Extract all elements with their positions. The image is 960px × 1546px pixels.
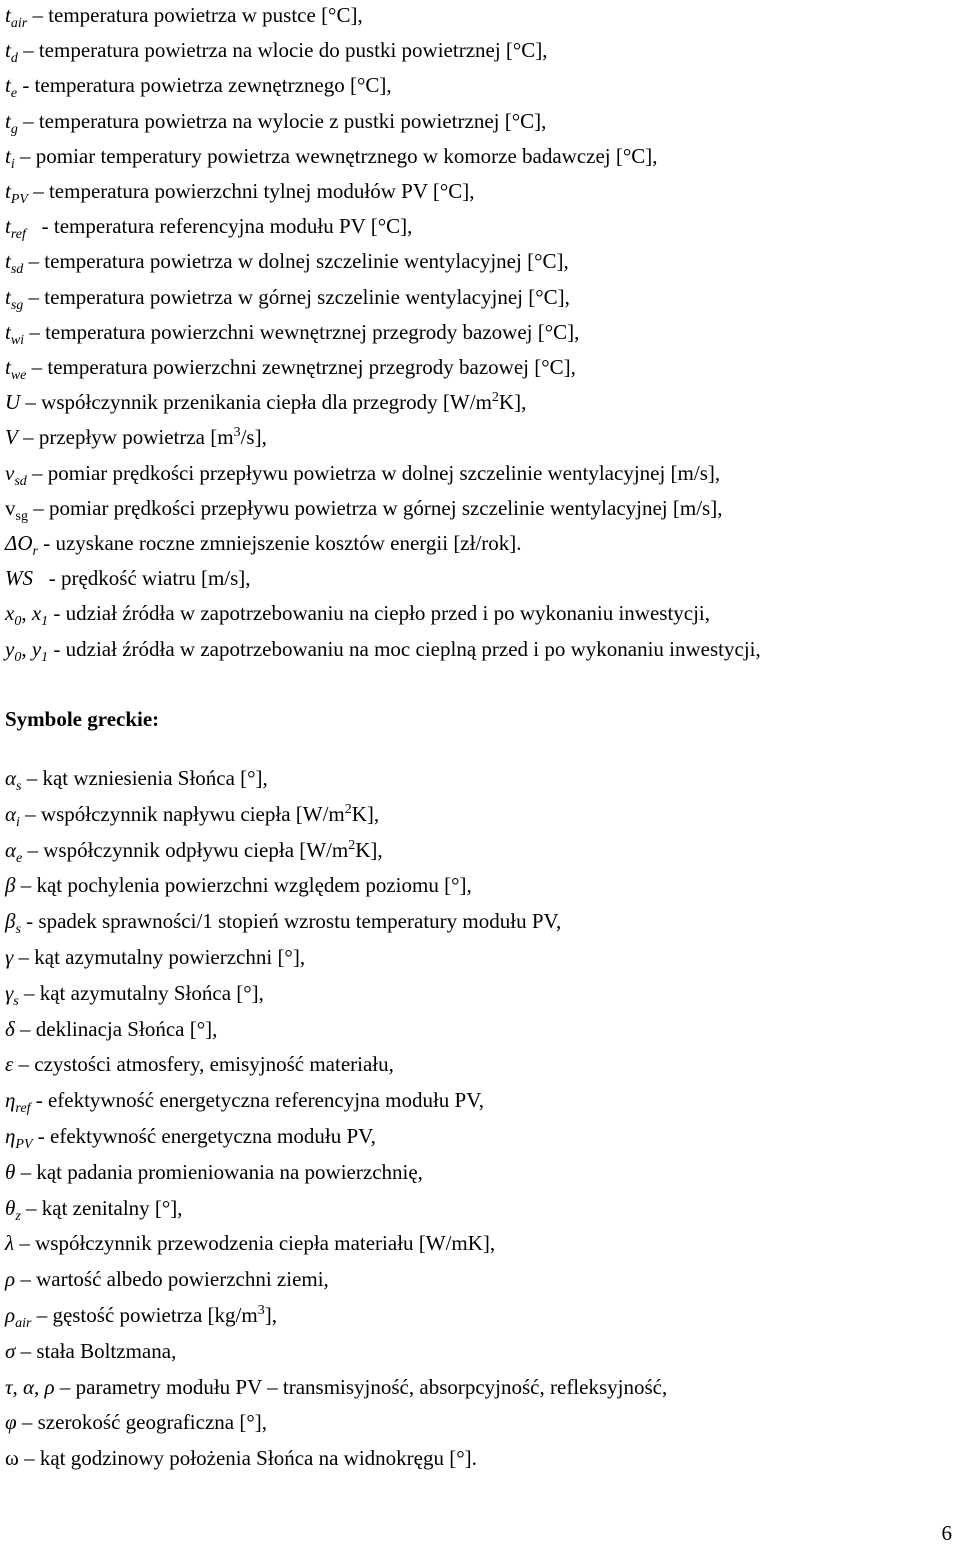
symbol: ω bbox=[5, 1446, 19, 1471]
symbol-row bbox=[5, 600, 711, 630]
symbol-description: – współczynnik przenikania ciepła dla przegrody [W/m bbox=[20, 390, 492, 415]
symbol: ρ bbox=[5, 1267, 16, 1292]
symbol: ΔO bbox=[5, 531, 33, 555]
greek-symbols-heading: Symbole greckie: bbox=[5, 707, 160, 731]
symbol: θ bbox=[5, 1159, 16, 1184]
symbol: t bbox=[5, 3, 11, 27]
greek-symbol-row bbox=[5, 1302, 277, 1331]
symbol-row bbox=[5, 530, 522, 559]
symbol-description: – parametry modułu PV – transmisyjność, absorpcyjność, refleksyjność, bbox=[54, 1374, 668, 1399]
symbol-description: – pomiar temperatury powietrza wewnętrznego w komorze badawczej [°C], bbox=[14, 143, 658, 168]
unit-exponent: 2 bbox=[491, 390, 499, 406]
symbol-subscript: r bbox=[32, 544, 38, 559]
symbol: t bbox=[5, 319, 11, 344]
symbol-description-tail: K], bbox=[355, 837, 383, 862]
symbol-description: – współczynnik przewodzenia ciepła materiału [W/mK], bbox=[14, 1231, 496, 1256]
symbol-description: – wartość albedo powierzchni ziemi, bbox=[15, 1267, 329, 1292]
greek-symbol-row bbox=[5, 1159, 423, 1185]
symbol-row bbox=[5, 248, 569, 278]
greek-symbol-row bbox=[5, 872, 472, 898]
greek-symbol-row bbox=[5, 1409, 267, 1435]
unit-exponent: 3 bbox=[233, 425, 241, 441]
symbol: σ bbox=[5, 1338, 16, 1363]
greek-symbol-row bbox=[5, 1123, 376, 1152]
symbol-description-tail: ], bbox=[264, 1303, 277, 1327]
symbol: t bbox=[5, 143, 11, 168]
greek-symbol-row bbox=[5, 801, 380, 830]
symbol: V bbox=[5, 425, 18, 450]
symbol-description-tail: - udział źródła w zapotrzebowaniu na ciepło przed i po wykonaniu inwestycji, bbox=[48, 601, 711, 626]
symbol-description: – przepływ powietrza [m bbox=[17, 425, 234, 450]
symbol-subscript: PV bbox=[10, 192, 28, 207]
symbol-description: , bbox=[21, 601, 32, 626]
symbol-description: – kąt azymutalny powierzchni [°], bbox=[13, 945, 306, 969]
symbol-row bbox=[5, 389, 526, 415]
symbol: t bbox=[5, 355, 11, 379]
symbol: α bbox=[5, 801, 17, 826]
symbol-row bbox=[5, 143, 658, 172]
symbol-description: – czystości atmosfery, emisyjność materiału, bbox=[13, 1052, 394, 1077]
symbol-description: – kąt wzniesienia Słońca [°], bbox=[21, 766, 268, 790]
greek-symbol-row bbox=[5, 1230, 495, 1256]
greek-symbol-row bbox=[5, 1266, 329, 1292]
greek-symbol-row bbox=[5, 765, 268, 794]
unit-exponent: 3 bbox=[257, 1303, 265, 1318]
symbol-subscript: 1 bbox=[41, 614, 49, 630]
symbol-description: – współczynnik odpływu ciepła [W/m bbox=[22, 837, 349, 862]
symbol-row bbox=[5, 636, 761, 665]
symbol-description: – kąt padania promieniowania na powierzchnię, bbox=[15, 1159, 423, 1184]
symbol: t bbox=[5, 179, 11, 203]
symbol-description: - efektywność energetyczna referencyjna modułu PV, bbox=[30, 1088, 484, 1113]
symbol: U bbox=[5, 390, 21, 415]
symbol-row bbox=[5, 108, 547, 137]
greek-symbol-row bbox=[5, 837, 383, 866]
symbol-row bbox=[5, 37, 548, 67]
symbol: x bbox=[31, 601, 42, 626]
symbol-description: , bbox=[21, 636, 32, 661]
symbol-subscript: sg bbox=[10, 297, 24, 313]
symbol-row bbox=[5, 2, 363, 31]
symbol: γ bbox=[5, 980, 14, 1005]
symbol-description: – temperatura powietrza na wlocie do pustki powietrznej [°C], bbox=[17, 38, 548, 63]
symbol: α bbox=[5, 766, 17, 790]
symbol-row bbox=[5, 565, 251, 591]
symbol-description: – współczynnik napływu ciepła [W/m bbox=[19, 801, 345, 826]
symbol-description: - efektywność energetyczna modułu PV, bbox=[32, 1124, 376, 1148]
symbol-row bbox=[5, 213, 413, 243]
symbol-row bbox=[5, 354, 576, 383]
symbol: τ, α, ρ bbox=[5, 1374, 55, 1399]
symbol: WS bbox=[5, 566, 33, 591]
symbol: t bbox=[5, 284, 11, 309]
symbol-row bbox=[5, 178, 475, 207]
symbol: λ bbox=[5, 1231, 15, 1256]
symbol-subscript: s bbox=[13, 993, 19, 1009]
greek-symbol-row bbox=[5, 1374, 667, 1400]
symbol-description: - prędkość wiatru [m/s], bbox=[33, 566, 251, 591]
symbol-description: – temperatura powietrza w pustce [°C], bbox=[27, 3, 363, 27]
symbol-description: – kąt godzinowy położenia Słońca na widnokręgu [°]. bbox=[18, 1446, 477, 1471]
symbol: β bbox=[5, 873, 16, 898]
symbol-description: - spadek sprawności/1 stopień wzrostu temperatury modułu PV, bbox=[20, 909, 562, 934]
symbol-description-tail: K], bbox=[351, 801, 380, 826]
symbol-subscript: s bbox=[16, 779, 22, 794]
symbol-subscript: i bbox=[16, 814, 20, 830]
symbol-row bbox=[5, 460, 721, 489]
symbol-description-tail: /s], bbox=[240, 425, 267, 450]
symbol: t bbox=[5, 108, 11, 133]
symbol: v bbox=[5, 460, 15, 485]
symbol-description: – temperatura powierzchni wewnętrznej przegrody bazowej [°C], bbox=[24, 319, 580, 344]
symbol: α bbox=[5, 837, 17, 862]
symbol-subscript: d bbox=[10, 51, 18, 67]
symbol-description: - temperatura powietrza zewnętrznego [°C], bbox=[17, 73, 392, 98]
symbol-description: – gęstość powietrza [kg/m bbox=[31, 1303, 258, 1327]
symbol-description: – stała Boltzmana, bbox=[15, 1338, 177, 1363]
symbol: t bbox=[5, 73, 11, 98]
greek-symbol-row bbox=[5, 1051, 394, 1077]
symbol-subscript: wi bbox=[10, 332, 25, 348]
symbol-description: – temperatura powietrza na wylocie z pustki powietrznej [°C], bbox=[17, 108, 547, 133]
symbol-subscript: air bbox=[15, 1316, 32, 1331]
page-number: 6 bbox=[941, 1521, 952, 1545]
symbol-subscript: air bbox=[10, 16, 28, 31]
greek-symbol-row bbox=[5, 1445, 477, 1471]
unit-exponent: 2 bbox=[348, 837, 356, 853]
symbol-subscript: sg bbox=[15, 508, 28, 524]
symbol-description-tail: K], bbox=[498, 390, 527, 415]
symbol: η bbox=[5, 1124, 16, 1148]
symbol-row bbox=[5, 495, 723, 524]
symbol-description: – deklinacja Słońca [°], bbox=[14, 1016, 218, 1041]
symbol-subscript: ref bbox=[10, 227, 26, 243]
symbol-description: - temperatura referencyjna modułu PV [°C], bbox=[25, 214, 413, 239]
symbol-subscript: i bbox=[10, 156, 15, 172]
symbol: β bbox=[5, 909, 16, 934]
symbol: φ bbox=[5, 1410, 17, 1435]
symbol: t bbox=[5, 214, 11, 239]
symbol-subscript: 0 bbox=[14, 649, 22, 665]
symbol-row bbox=[5, 319, 580, 348]
symbol-subscript: e bbox=[10, 86, 18, 102]
symbol: δ bbox=[5, 1016, 15, 1041]
symbol-subscript: ref bbox=[15, 1101, 31, 1117]
symbol-subscript: sd bbox=[10, 262, 24, 278]
symbol-description: – pomiar prędkości przepływu powietrza w górnej szczelinie wentylacyjnej [m/s], bbox=[27, 495, 723, 520]
symbol: t bbox=[5, 249, 11, 274]
symbol-row bbox=[5, 284, 570, 313]
symbol-subscript: PV bbox=[15, 1137, 33, 1152]
symbol-description: – kąt azymutalny Słońca [°], bbox=[18, 980, 264, 1005]
greek-symbol-row bbox=[5, 980, 264, 1009]
symbol-subscript: g bbox=[10, 121, 18, 137]
symbol-row bbox=[5, 72, 392, 102]
greek-symbol-row bbox=[5, 1087, 484, 1117]
symbol: v bbox=[5, 495, 16, 520]
symbol-row bbox=[5, 424, 267, 450]
symbol-subscript: sd bbox=[14, 473, 27, 489]
symbol-description: – szerokość geograficzna [°], bbox=[16, 1410, 267, 1435]
symbol-subscript: we bbox=[10, 368, 27, 383]
symbol: y bbox=[5, 636, 15, 661]
symbol-description: – temperatura powietrza w górnej szczelinie wentylacyjnej [°C], bbox=[23, 284, 570, 309]
symbol-description: – kąt zenitalny [°], bbox=[20, 1195, 183, 1220]
symbol-description: – temperatura powierzchni tylnej modułów PV [°C], bbox=[27, 179, 475, 203]
symbol-description: – kąt pochylenia powierzchni względem poziomu [°], bbox=[15, 873, 472, 898]
symbol-description-tail: - udział źródła w zapotrzebowaniu na moc cieplną przed i po wykonaniu inwestycji, bbox=[48, 636, 761, 661]
greek-symbol-row bbox=[5, 908, 562, 938]
greek-symbol-row bbox=[5, 1016, 217, 1042]
symbol: γ bbox=[5, 945, 14, 969]
symbol: y bbox=[31, 636, 42, 661]
symbol-description: – temperatura powierzchni zewnętrznej przegrody bazowej [°C], bbox=[26, 355, 576, 379]
symbol-description: - uzyskane roczne zmniejszenie kosztów energii [zł/rok]. bbox=[37, 531, 522, 555]
symbol: ε bbox=[5, 1052, 14, 1077]
symbol: t bbox=[5, 38, 11, 63]
symbol-subscript: 1 bbox=[41, 649, 49, 665]
symbol-subscript: s bbox=[15, 922, 21, 938]
unit-exponent: 2 bbox=[344, 801, 352, 817]
greek-symbol-row bbox=[5, 944, 305, 970]
symbol-subscript: e bbox=[16, 850, 23, 866]
symbol: θ bbox=[5, 1195, 16, 1220]
symbol-description: – temperatura powietrza w dolnej szczelinie wentylacyjnej [°C], bbox=[23, 249, 569, 274]
symbol-description: – pomiar prędkości przepływu powietrza w dolnej szczelinie wentylacyjnej [m/s], bbox=[26, 460, 721, 485]
symbol-subscript: 0 bbox=[14, 614, 22, 630]
greek-symbol-row bbox=[5, 1338, 176, 1364]
greek-symbol-row bbox=[5, 1195, 183, 1224]
symbol: η bbox=[5, 1088, 16, 1113]
symbol: x bbox=[5, 601, 15, 626]
symbol: ρ bbox=[5, 1303, 16, 1327]
symbol-subscript: z bbox=[15, 1208, 21, 1224]
